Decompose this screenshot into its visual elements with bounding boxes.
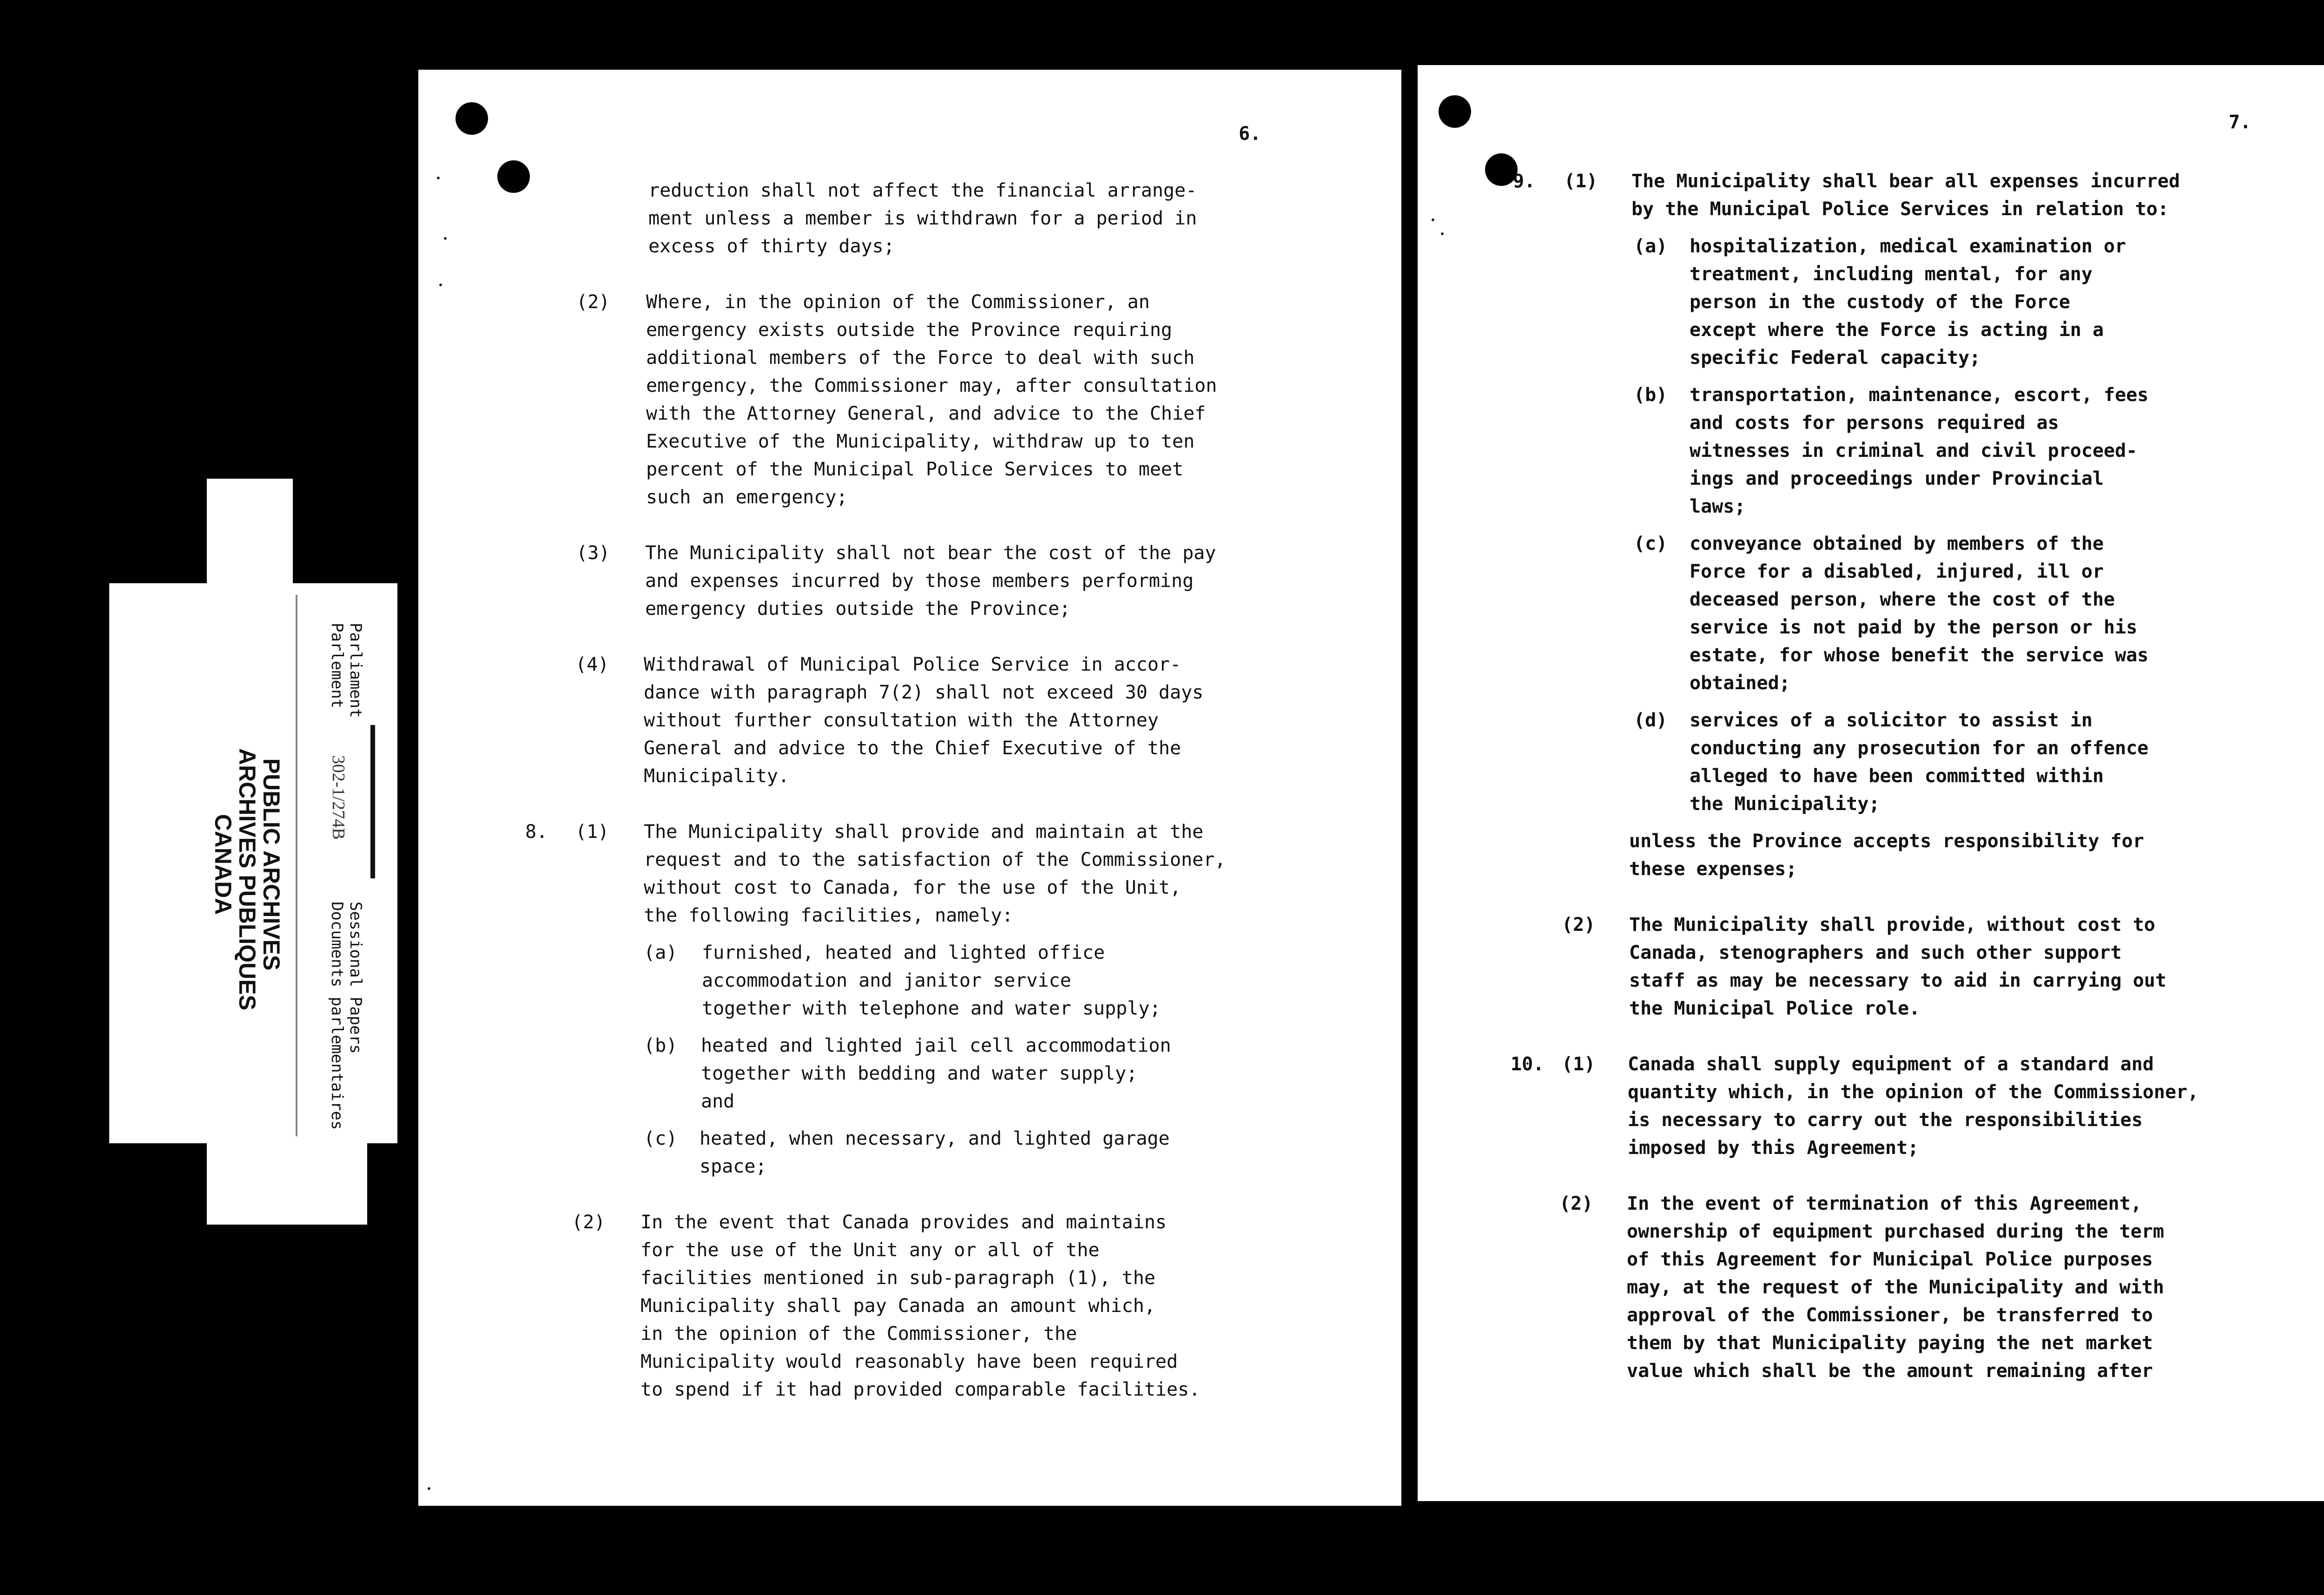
stamp-line: PUBLIC ARCHIVES [258,758,284,971]
text-line: unless the Province accepts responsibility for [1629,830,2144,852]
text-line: without cost to Canada, for the use of the Unit, [644,877,1181,898]
text-line: Municipality shall pay Canada an amount which, [640,1295,1155,1317]
text-line: together with bedding and water supply; [701,1063,1138,1084]
punch-hole [1439,95,1471,128]
text-line: (b) [1634,384,1668,406]
text-line: Canada, stenographers and such other support [1629,942,2122,963]
scan-speck [428,1487,430,1490]
text-line: (2) [572,1212,606,1233]
text-line: emergency, the Commissioner may, after consultation [646,375,1217,396]
archive-stamp [210,748,284,1010]
text-line: 10. [1511,1054,1545,1075]
text-line: imposed by this Agreement; [1628,1137,1919,1159]
text-line: Municipality would reasonably have been required [640,1351,1178,1372]
text-line: the Municipality; [1690,793,1880,815]
punch-hole [456,102,488,135]
text-line: approval of the Commissioner, be transferred to [1627,1305,2153,1326]
text-line: (a) [1634,236,1668,257]
text-line: services of a solicitor to assist in [1690,710,2093,731]
text-line: and costs for persons required as [1690,412,2059,434]
text-line: ment unless a member is withdrawn for a period in [648,208,1197,229]
text-line: by the Municipal Police Services in relation to: [1631,198,2169,220]
text-line: heated, when necessary, and lighted garage [700,1128,1170,1149]
text-line: witnesses in criminal and civil proceed- [1690,440,2138,461]
text-line: except where the Force is acting in a [1690,319,2104,341]
text-line: space; [700,1156,767,1177]
scan-speck [437,177,440,179]
text-line: obtained; [1690,672,1790,694]
text-line: In the event of termination of this Agreement, [1627,1193,2142,1214]
text-line: alleged to have been committed within [1690,765,2104,787]
text-line: percent of the Municipal Police Services to meet [646,459,1183,480]
text-line: the Municipal Police role. [1629,998,1921,1019]
scan-speck [439,283,442,286]
text-line: reduction shall not affect the financial arrange- [648,180,1197,201]
text-line: The Municipality shall provide, without cost to [1629,914,2155,936]
text-line: of this Agreement for Municipal Police purposes [1627,1249,2153,1270]
text-line: (3) [576,542,610,564]
text-line: (4) [575,654,609,675]
text-line: conveyance obtained by members of the [1690,533,2104,554]
text-line: (1) [1564,171,1598,192]
text-line: person in the custody of the Force [1690,291,2070,313]
archive-slip-tab [293,1143,367,1225]
text-line: service is not paid by the person or his [1690,617,2138,638]
text-line: such an emergency; [646,487,848,508]
text-line: deceased person, where the cost of the [1690,589,2115,610]
sessional-papers-label [328,902,365,1130]
text-line: quantity which, in the opinion of the Commissioner, [1628,1081,2199,1103]
document-page-7 [1418,65,2324,1501]
page-number: 6. [1239,123,1261,145]
text-line: 9. [1513,171,1536,192]
text-line: may, at the request of the Municipality and with [1627,1277,2164,1298]
text-line: (c) [1634,533,1668,554]
text-line: to spend if it had provided comparable facilities. [640,1379,1201,1400]
text-line: them by that Municipality paying the net market [1627,1332,2153,1354]
text-line: staff as may be necessary to aid in carrying out [1629,970,2166,991]
text-line: treatment, including mental, for any [1690,264,2093,285]
text-line: Canada shall supply equipment of a standard and [1628,1054,2154,1075]
stamp-line: CANADA [210,814,236,915]
text-line: emergency exists outside the Province requiring [646,319,1172,341]
text-line: for the use of the Unit any or all of the [640,1239,1100,1261]
text-line: (b) [644,1035,678,1056]
text-line: Force for a disabled, injured, ill or [1690,561,2104,582]
text-line: (d) [1634,710,1668,731]
text-line: The Municipality shall not bear the cost of the pay [645,542,1216,564]
text-line: emergency duties outside the Province; [645,598,1071,620]
text-line: The Municipality shall bear all expenses incurred [1631,171,2180,192]
text-line: and expenses incurred by those members performing [645,570,1194,592]
text-line: ings and proceedings under Provincial [1690,468,2104,489]
text-line: conducting any prosecution for an offence [1690,738,2149,759]
text-line: accommodation and janitor service [702,970,1071,991]
text-line: request and to the satisfaction of the Commissioner, [644,849,1226,870]
text-line: transportation, maintenance, escort, fees [1690,384,2149,406]
sessional-fr: Documents parlementaires [328,902,346,1130]
text-line: together with telephone and water supply; [702,998,1161,1019]
text-line: in the opinion of the Commissioner, the [640,1323,1077,1345]
text-line: additional members of the Force to deal with such [646,347,1195,369]
text-line: laws; [1690,496,1746,517]
text-line: (2) [1562,914,1596,936]
sessional-en: Sessional Papers [346,902,365,1054]
text-line: (c) [644,1128,678,1149]
slip-divider [370,725,375,878]
text-line: (2) [576,291,610,313]
text-line: is necessary to carry out the responsibilities [1628,1109,2143,1131]
text-line: specific Federal capacity; [1690,347,1981,369]
text-line: Executive of the Municipality, withdraw up to ten [646,431,1195,452]
parliament-en: Parliament [346,623,365,718]
text-line: (2) [1559,1193,1593,1214]
text-line: (a) [644,942,678,963]
text-line: Where, in the opinion of the Commissioner, an [646,291,1150,313]
page-number: 7. [2229,112,2251,133]
text-line: The Municipality shall provide and maintain at the [644,821,1204,843]
text-line: (1) [575,821,609,843]
text-line: facilities mentioned in sub-paragraph (1), the [640,1267,1155,1289]
scan-speck [1441,232,1444,235]
text-line: with the Attorney General, and advice to the Chief [646,403,1206,424]
text-line: furnished, heated and lighted office [702,942,1105,963]
text-line: excess of thirty days; [648,236,895,257]
text-line: estate, for whose benefit the service was [1690,645,2149,666]
text-line: ownership of equipment purchased during the term [1627,1221,2164,1242]
punch-hole [497,160,530,193]
text-line: the following facilities, namely: [644,905,1013,926]
parliament-fr: Parlement [328,623,346,709]
document-page-6 [418,70,1401,1506]
text-line: value which shall be the amount remaining after [1627,1360,2153,1382]
text-line: hospitalization, medical examination or [1690,236,2126,257]
archive-reference-card [297,595,393,1136]
text-line: and [701,1091,735,1112]
text-line: (1) [1562,1054,1596,1075]
stamp-line: ARCHIVES PUBLIQUES [234,748,260,1010]
text-line: 8. [525,821,548,843]
text-line: without further consultation with the Attorney [644,710,1159,731]
text-line: Withdrawal of Municipal Police Service in accor- [644,654,1181,675]
text-line: Municipality. [644,765,790,787]
text-line: heated and lighted jail cell accommodation [701,1035,1171,1056]
parliament-label [328,623,365,718]
text-line: dance with paragraph 7(2) shall not exceed 30 days [644,682,1204,703]
scan-speck [444,237,447,240]
scan-speck [1432,218,1434,221]
reference-number: 302-1/274B [329,755,348,840]
text-line: these expenses; [1629,858,1797,880]
text-line: General and advice to the Chief Executive of the [644,738,1181,759]
text-line: In the event that Canada provides and maintains [640,1212,1167,1233]
